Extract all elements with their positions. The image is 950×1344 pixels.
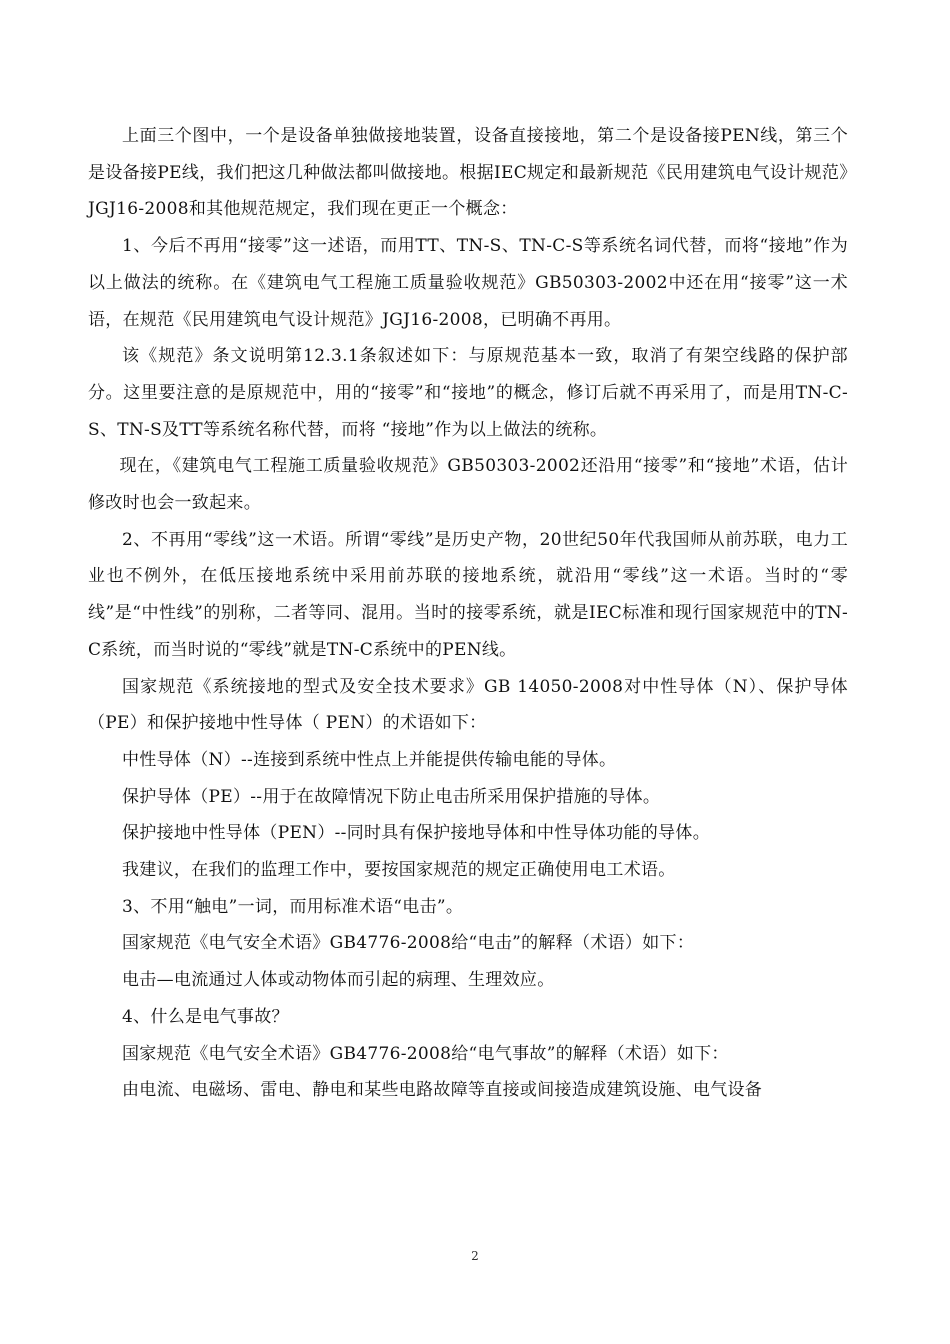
- paragraph-shock-definition: 电击—电流通过人体或动物体而引起的病理、生理效应。: [122, 970, 555, 991]
- paragraph-intro: 上面三个图中，一个是设备单独做接地装置，设备直接接地，第二个是设备接PEN线，第三个是设备接PE线，我们把这几种做法都叫做接地。根据IEC规定和最新规范《民用建筑电气设计规范》JGJ16-2008和其他规范规定，我们现在更正一个概念：: [88, 126, 848, 220]
- paragraph-clause-explanation: 该《规范》条文说明第12.3.1条叙述如下：与原规范基本一致，取消了有架空线路的保护部分。这里要注意的是原规范中，用的“接零”和“接地”的概念，修订后就不再采用了，而是用TN-C-S、TN-S及TT等系统名称代替，而将 “接地”作为以上做法的统称。: [88, 346, 848, 440]
- document-body: [88, 118, 848, 1109]
- paragraph-point-3: 3、不用“触电”一词，而用标准术语“电击”。: [122, 896, 464, 917]
- paragraph-shock-standard: 国家规范《电气安全术语》GB4776-2008给“电击”的解释（术语）如下：: [122, 933, 695, 954]
- paragraph-accident-standard: 国家规范《电气安全术语》GB4776-2008给“电气事故”的解释（术语）如下：: [122, 1043, 729, 1064]
- paragraph-term-pen: 保护接地中性导体（PEN）--同时具有保护接地导体和中性导体功能的导体。: [122, 823, 711, 844]
- paragraph-term-n: 中性导体（N）--连接到系统中性点上并能提供传输电能的导体。: [122, 749, 617, 770]
- paragraph-term-pe: 保护导体（PE）--用于在故障情况下防止电击所采用保护措施的导体。: [122, 786, 661, 807]
- paragraph-point-4: 4、什么是电气事故？: [122, 1006, 289, 1027]
- paragraph-standard-terms: 国家规范《系统接地的型式及安全技术要求》GB 14050-2008对中性导体（N）、保护导体（PE）和保护接地中性导体（ PEN）的术语如下：: [88, 676, 848, 734]
- paragraph-current-usage: 现在，《建筑电气工程施工质量验收规范》GB50303-2002还沿用“接零”和“接地”术语，估计修改时也会一致起来。: [88, 456, 848, 514]
- paragraph-suggestion: 我建议，在我们的监理工作中，要按国家规范的规定正确使用电工术语。: [122, 860, 676, 881]
- paragraph-point-1: 1、今后不再用“接零”这一述语，而用TT、TN-S、TN-C-S等系统名词代替，而将“接地”作为以上做法的统称。在《建筑电气工程施工质量验收规范》GB50303-2002中还在用“接零”这一术语，在规范《民用建筑电气设计规范》JGJ16-2008，已明确不再用。: [88, 236, 848, 330]
- paragraph-point-2: 2、不再用“零线”这一术语。所谓“零线”是历史产物，20世纪50年代我国师从前苏联，电力工业也不例外，在低压接地系统中采用前苏联的接地系统，就沿用“零线”这一术语。当时的“零线”是“中性线”的别称，二者等同、混用。当时的接零系统，就是IEC标准和现行国家规范中的TN-C系统，而当时说的“零线”就是TN-C系统中的PEN线。: [88, 529, 848, 660]
- page-number: 2: [471, 1249, 479, 1263]
- paragraph-accident-definition: 由电流、电磁场、雷电、静电和某些电路故障等直接或间接造成建筑设施、电气设备: [122, 1080, 763, 1101]
